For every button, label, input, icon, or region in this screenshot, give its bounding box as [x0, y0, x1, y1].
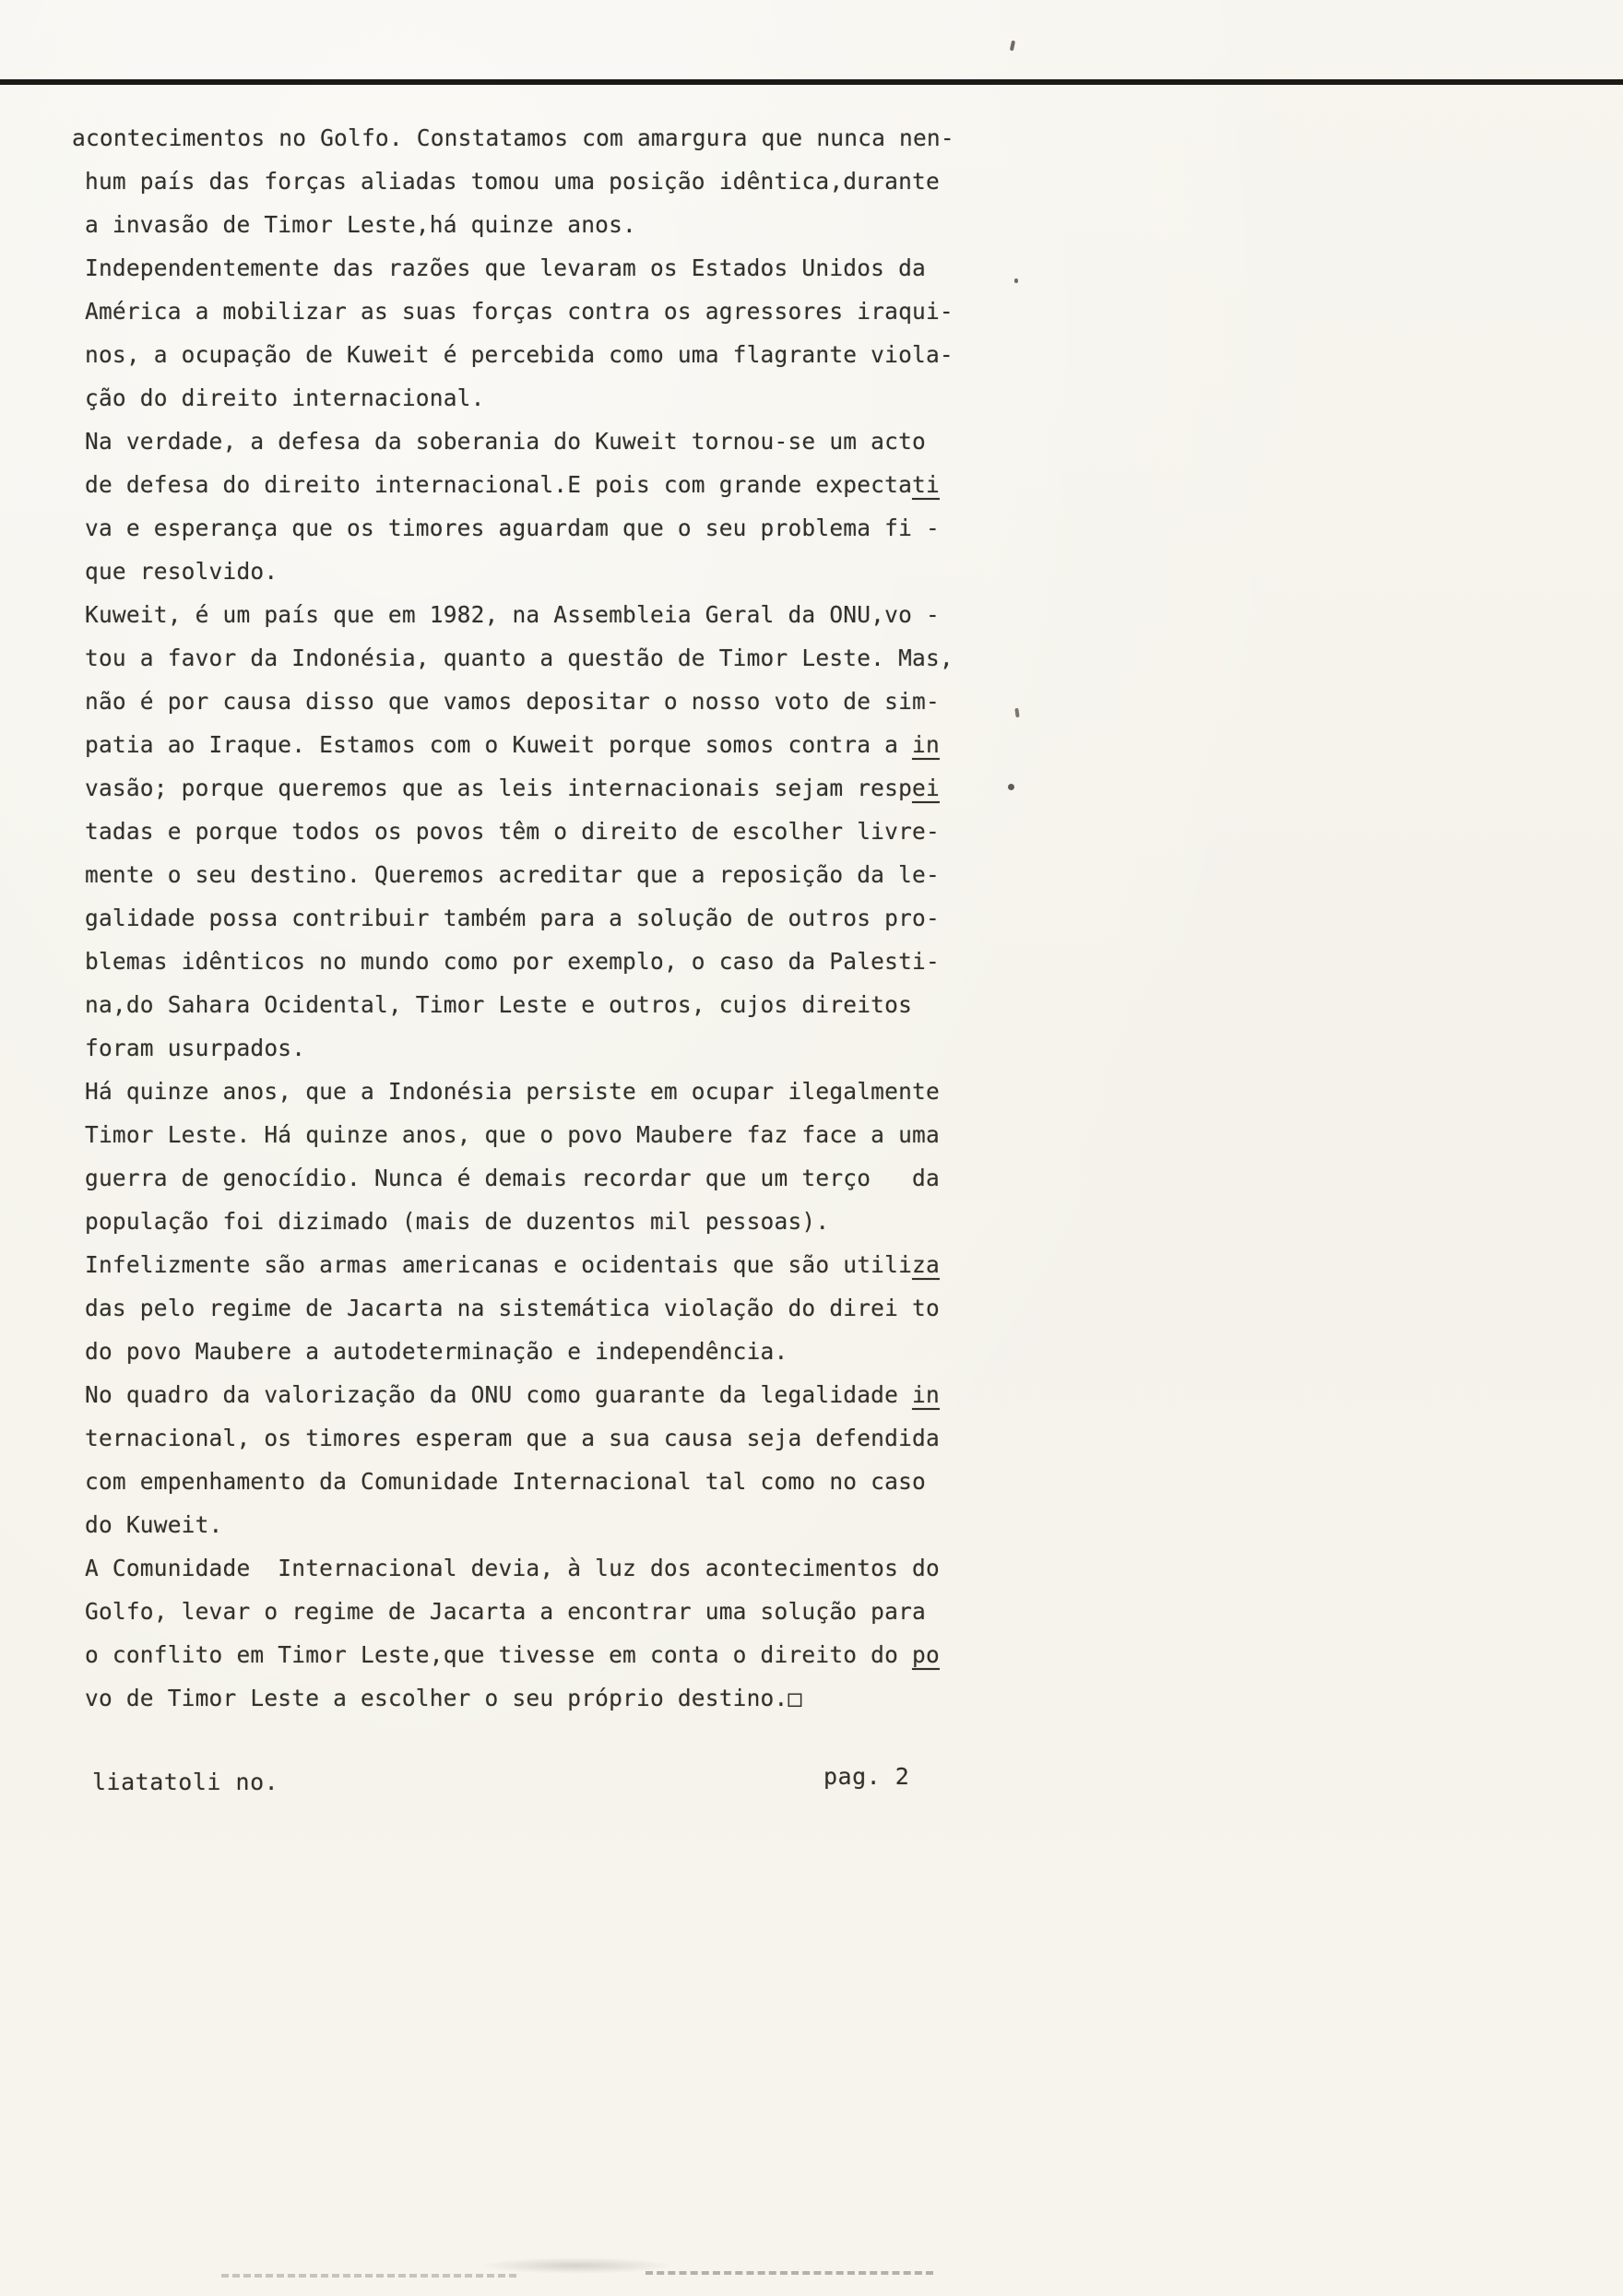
text-line	[85, 506, 1118, 550]
text-line	[72, 116, 1118, 160]
text-line	[85, 1243, 1118, 1286]
line-text: No quadro da valorização da ONU como guarante da legalidade	[85, 1381, 913, 1408]
line-text: América a mobilizar as suas forças contra os agressores iraqui-	[85, 298, 954, 325]
scan-artifact	[1008, 784, 1014, 790]
line-text: A Comunidade Internacional devia, à luz dos acontecimentos do	[85, 1555, 940, 1581]
line-text: galidade possa contribuir também para a solução de outros pro-	[85, 905, 940, 931]
text-line	[85, 1330, 1118, 1373]
scan-artifact	[1014, 278, 1018, 283]
line-text: com empenhamento da Comunidade Internacional tal como no caso	[85, 1468, 926, 1495]
text-line	[85, 1460, 1118, 1503]
text-line	[85, 1113, 1118, 1156]
line-text: patia ao Iraque. Estamos com o Kuweit porque somos contra a	[85, 731, 913, 758]
text-line	[85, 290, 1118, 333]
line-text: foram usurpados.	[85, 1035, 306, 1061]
line-text: de defesa do direito internacional.E pois com grande expecta	[85, 471, 913, 498]
line-text: vasão; porque queremos que as leis internacionais sejam resp	[85, 775, 913, 801]
line-underlined-text: ti	[912, 471, 940, 498]
line-underlined-text: ei	[912, 775, 940, 801]
text-line	[85, 1200, 1118, 1243]
text-line	[85, 1286, 1118, 1330]
text-line	[85, 1373, 1118, 1416]
text-line	[85, 1633, 1118, 1676]
text-line	[85, 160, 1118, 203]
line-text: das pelo regime de Jacarta na sistemática violação do direi to	[85, 1295, 940, 1321]
line-underlined-text: in	[912, 731, 940, 758]
text-line	[85, 636, 1118, 680]
text-line	[85, 550, 1118, 593]
text-line	[85, 896, 1118, 940]
text-line	[85, 1546, 1118, 1590]
line-underlined-text: po	[912, 1641, 940, 1668]
text-line	[85, 983, 1118, 1026]
line-text: blemas idênticos no mundo como por exemplo, o caso da Palesti-	[85, 948, 940, 975]
line-text: va e esperança que os timores aguardam que o seu problema fi -	[85, 515, 940, 541]
line-text: tadas e porque todos os povos têm o direito de escolher livre-	[85, 818, 940, 845]
scan-artifact	[480, 2257, 673, 2274]
text-line	[85, 246, 1118, 290]
line-text: Kuweit, é um país que em 1982, na Assembleia Geral da ONU,vo -	[85, 601, 940, 628]
line-text: guerra de genocídio. Nunca é demais recordar que um terço da	[85, 1165, 940, 1191]
text-line	[85, 420, 1118, 463]
text-line	[85, 376, 1118, 420]
text-line	[85, 810, 1118, 853]
text-line	[85, 723, 1118, 766]
text-line	[85, 203, 1118, 246]
scan-artifact	[221, 2274, 516, 2278]
line-text: Independentemente das razões que levaram os Estados Unidos da	[85, 254, 926, 281]
line-text: do Kuweit.	[85, 1511, 223, 1538]
line-text: ternacional, os timores esperam que a sua causa seja defendida	[85, 1425, 940, 1451]
line-text: hum país das forças aliadas tomou uma posição idêntica,durante	[85, 168, 940, 195]
line-text: ção do direito internacional.	[85, 385, 485, 411]
line-text: não é por causa disso que vamos depositar o nosso voto de sim-	[85, 688, 940, 715]
top-rule	[0, 79, 1623, 85]
line-text: o conflito em Timor Leste,que tivesse em conta o direito do	[85, 1641, 913, 1668]
text-line	[85, 1676, 1118, 1720]
line-text: nos, a ocupação de Kuweit é percebida como uma flagrante viola-	[85, 341, 954, 368]
text-line	[85, 766, 1118, 810]
line-underlined-text: za	[912, 1251, 940, 1278]
text-line	[85, 853, 1118, 896]
text-line	[85, 593, 1118, 636]
line-text: mente o seu destino. Queremos acreditar que a reposição da le-	[85, 861, 940, 888]
text-line	[85, 1503, 1118, 1546]
line-text: do povo Maubere a autodeterminação e independência.	[85, 1338, 788, 1365]
text-line	[85, 1590, 1118, 1633]
line-text: que resolvido.	[85, 558, 278, 585]
line-text: Na verdade, a defesa da soberania do Kuweit tornou-se um acto	[85, 428, 926, 455]
line-text: acontecimentos no Golfo. Constatamos com amargura que nunca nen-	[72, 124, 954, 151]
line-text: na,do Sahara Ocidental, Timor Leste e outros, cujos direitos	[85, 991, 913, 1018]
line-text: tou a favor da Indonésia, quanto a questão de Timor Leste. Mas,	[85, 645, 954, 671]
line-text: população foi dizimado (mais de duzentos mil pessoas).	[85, 1208, 830, 1235]
text-line	[85, 1070, 1118, 1113]
text-line	[85, 1026, 1118, 1070]
text-line	[85, 1156, 1118, 1200]
line-underlined-text: in	[912, 1381, 940, 1408]
line-text: Timor Leste. Há quinze anos, que o povo Maubere faz face a uma	[85, 1121, 940, 1148]
text-line	[85, 1416, 1118, 1460]
text-line	[85, 463, 1118, 506]
footer-doc-name: liatatoli no.	[92, 1769, 279, 1795]
text-line	[85, 680, 1118, 723]
line-text: Infelizmente são armas americanas e ocidentais que são utili	[85, 1251, 913, 1278]
text-line	[85, 940, 1118, 983]
scan-artifact	[646, 2271, 933, 2275]
scan-artifact	[1010, 41, 1015, 52]
line-text: Há quinze anos, que a Indonésia persiste em ocupar ilegalmente	[85, 1078, 940, 1105]
line-text: Golfo, levar o regime de Jacarta a encontrar uma solução para	[85, 1598, 926, 1625]
body-text	[72, 116, 1118, 1720]
line-text: vo de Timor Leste a escolher o seu próprio destino.□	[85, 1685, 802, 1711]
footer-page-number: pag. 2	[823, 1763, 910, 1790]
line-text: a invasão de Timor Leste,há quinze anos.	[85, 211, 637, 238]
text-line	[85, 333, 1118, 376]
